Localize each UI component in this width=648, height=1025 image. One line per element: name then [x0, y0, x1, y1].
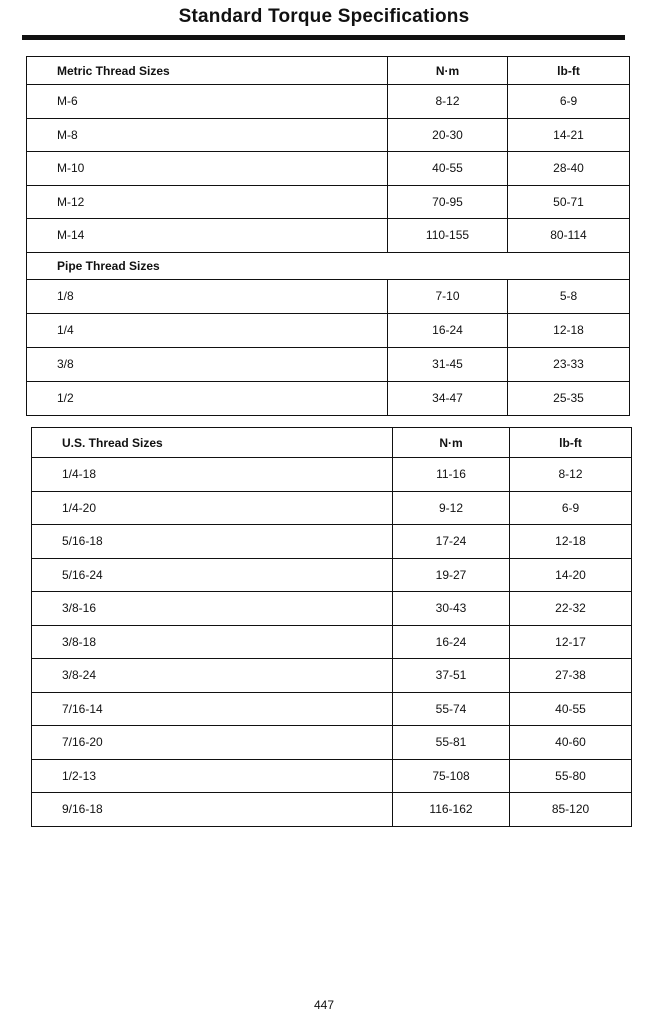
nm-cell: 37-51	[393, 659, 510, 693]
nm-cell: 30-43	[393, 592, 510, 626]
nm-cell: 17-24	[393, 525, 510, 559]
lbft-cell: 40-55	[510, 692, 632, 726]
lbft-cell: 5-8	[508, 279, 630, 313]
table-row	[32, 491, 632, 525]
lbft-cell: 55-80	[510, 759, 632, 793]
lbft-cell: 23-33	[508, 347, 630, 381]
header-lbft: lb-ft	[508, 57, 630, 85]
table-row	[32, 558, 632, 592]
table-header-row	[27, 57, 630, 85]
nm-cell: 11-16	[393, 458, 510, 492]
lbft-cell: 25-35	[508, 381, 630, 415]
table-row	[32, 625, 632, 659]
lbft-cell: 50-71	[508, 185, 630, 219]
page-number: 447	[313, 998, 335, 1012]
header-nm: N·m	[393, 428, 510, 458]
table-row	[27, 219, 630, 253]
table-row	[27, 313, 630, 347]
thread-size-cell: 5/16-24	[32, 558, 393, 592]
header-thread-size: U.S. Thread Sizes	[32, 428, 393, 458]
lbft-cell: 28-40	[508, 152, 630, 186]
lbft-cell: 40-60	[510, 726, 632, 760]
table-row	[27, 347, 630, 381]
nm-cell: 34-47	[388, 381, 508, 415]
thread-size-cell: 1/8	[27, 279, 388, 313]
nm-cell: 116-162	[393, 793, 510, 827]
thread-size-cell: 3/8	[27, 347, 388, 381]
thread-size-cell: M-6	[27, 85, 388, 119]
lbft-cell: 6-9	[510, 491, 632, 525]
page-title: Standard Torque Specifications	[178, 6, 470, 27]
lbft-cell: 14-20	[510, 558, 632, 592]
pipe-section-header: Pipe Thread Sizes	[27, 252, 630, 279]
nm-cell: 16-24	[393, 625, 510, 659]
thread-size-cell: 1/2-13	[32, 759, 393, 793]
thread-size-cell: 1/4	[27, 313, 388, 347]
thread-size-cell: M-14	[27, 219, 388, 253]
lbft-cell: 80-114	[508, 219, 630, 253]
thread-size-cell: 9/16-18	[32, 793, 393, 827]
nm-cell: 8-12	[388, 85, 508, 119]
table-row	[27, 85, 630, 119]
thread-size-cell: 1/4-20	[32, 491, 393, 525]
thread-size-cell: 3/8-16	[32, 592, 393, 626]
lbft-cell: 14-21	[508, 118, 630, 152]
thread-size-cell: M-10	[27, 152, 388, 186]
nm-cell: 31-45	[388, 347, 508, 381]
table-row	[32, 692, 632, 726]
table-row	[32, 525, 632, 559]
thread-size-cell: 7/16-14	[32, 692, 393, 726]
nm-cell: 70-95	[388, 185, 508, 219]
table-row	[32, 592, 632, 626]
thread-size-cell: M-12	[27, 185, 388, 219]
nm-cell: 55-81	[393, 726, 510, 760]
lbft-cell: 12-18	[510, 525, 632, 559]
metric-torque-table	[26, 56, 630, 416]
nm-cell: 40-55	[388, 152, 508, 186]
nm-cell: 7-10	[388, 279, 508, 313]
pipe-section-row	[27, 252, 630, 279]
header-lbft: lb-ft	[510, 428, 632, 458]
table-row	[32, 659, 632, 693]
lbft-cell: 6-9	[508, 85, 630, 119]
lbft-cell: 85-120	[510, 793, 632, 827]
lbft-cell: 8-12	[510, 458, 632, 492]
title-rule	[22, 35, 625, 40]
lbft-cell: 27-38	[510, 659, 632, 693]
thread-size-cell: 1/4-18	[32, 458, 393, 492]
nm-cell: 19-27	[393, 558, 510, 592]
table-row	[32, 793, 632, 827]
nm-cell: 20-30	[388, 118, 508, 152]
header-thread-size: Metric Thread Sizes	[27, 57, 388, 85]
lbft-cell: 22-32	[510, 592, 632, 626]
nm-cell: 9-12	[393, 491, 510, 525]
thread-size-cell: 7/16-20	[32, 726, 393, 760]
table-row	[27, 381, 630, 415]
nm-cell: 55-74	[393, 692, 510, 726]
thread-size-cell: 3/8-24	[32, 659, 393, 693]
thread-size-cell: 3/8-18	[32, 625, 393, 659]
us-torque-table	[31, 427, 632, 827]
table-row	[27, 118, 630, 152]
table-row	[32, 759, 632, 793]
header-nm: N·m	[388, 57, 508, 85]
table-header-row	[32, 428, 632, 458]
table-row	[32, 458, 632, 492]
table-row	[27, 185, 630, 219]
table-row	[32, 726, 632, 760]
nm-cell: 110-155	[388, 219, 508, 253]
table-row	[27, 279, 630, 313]
nm-cell: 16-24	[388, 313, 508, 347]
thread-size-cell: 1/2	[27, 381, 388, 415]
thread-size-cell: 5/16-18	[32, 525, 393, 559]
thread-size-cell: M-8	[27, 118, 388, 152]
nm-cell: 75-108	[393, 759, 510, 793]
lbft-cell: 12-17	[510, 625, 632, 659]
lbft-cell: 12-18	[508, 313, 630, 347]
table-row	[27, 152, 630, 186]
